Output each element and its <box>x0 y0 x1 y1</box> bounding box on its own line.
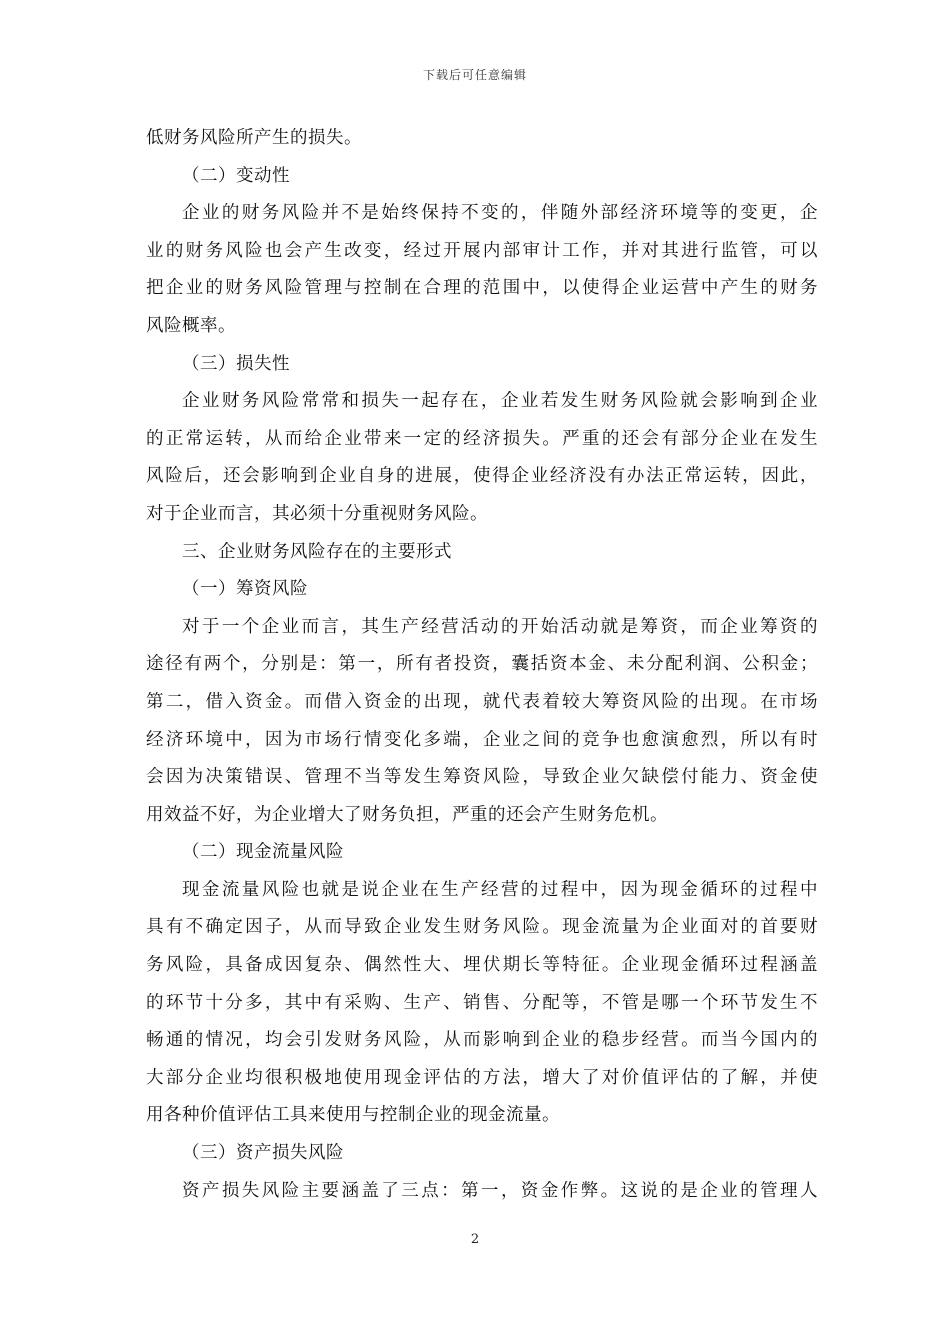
paragraph-line: 经济环境中，因为市场行情变化多端，企业之间的竞争也愈演愈烈，所以有时 <box>146 729 818 750</box>
section-heading: 三、企业财务风险存在的主要形式 <box>182 541 452 562</box>
paragraph-line: 的环节十分多，其中有采购、生产、销售、分配等，不管是哪一个环节发生不 <box>146 992 818 1013</box>
page-header: 下载后可任意编辑 <box>422 68 527 82</box>
paragraph-line: 途径有两个，分别是：第一，所有者投资，囊括资本金、未分配利润、公积金； <box>146 654 818 675</box>
paragraph-line: 风险概率。 <box>146 315 236 336</box>
paragraph-line: 业的财务风险也会产生改变，经过开展内部审计工作，并对其进行监管，可以 <box>146 240 818 261</box>
paragraph-line: 对于企业而言，其必须十分重视财务风险。 <box>146 503 488 524</box>
section-heading: （二）变动性 <box>182 165 290 186</box>
paragraph-line: 现金流量风险也就是说企业在生产经营的过程中，因为现金循环的过程中 <box>182 879 818 900</box>
paragraph-line: 第二，借入资金。而借入资金的出现，就代表着较大筹资风险的出现。在市场 <box>146 691 818 712</box>
paragraph-line: 畅通的情况，均会引发财务风险，从而影响到企业的稳步经营。而当今国内的 <box>146 1030 818 1051</box>
page-number: 2 <box>470 1232 480 1247</box>
paragraph-line: 资产损失风险主要涵盖了三点：第一，资金作弊。这说的是企业的管理人 <box>182 1180 818 1201</box>
paragraph-line: 大部分企业均很积极地使用现金评估的方法，增大了对价值评估的了解，并使 <box>146 1067 818 1088</box>
paragraph-line: 把企业的财务风险管理与控制在合理的范围中，以使得企业运营中产生的财务 <box>146 278 818 299</box>
section-heading: （三）资产损失风险 <box>182 1143 344 1164</box>
paragraph-line: 具有不确定因子，从而导致企业发生财务风险。现金流量为企业面对的首要财 <box>146 917 818 938</box>
document-body <box>146 120 818 1210</box>
paragraph-line: 企业财务风险常常和损失一起存在，企业若发生财务风险就会影响到企业 <box>182 391 818 412</box>
paragraph-line: 会因为决策错误、管理不当等发生筹资风险，导致企业欠缺偿付能力、资金使 <box>146 767 818 788</box>
paragraph-line: 用效益不好，为企业增大了财务负担，严重的还会产生财务危机。 <box>146 804 668 825</box>
paragraph-line: 低财务风险所产生的损失。 <box>146 128 362 148</box>
paragraph-line: 用各种价值评估工具来使用与控制企业的现金流量。 <box>146 1105 560 1126</box>
section-heading: （一）筹资风险 <box>182 579 308 600</box>
section-heading: （三）损失性 <box>182 353 290 374</box>
paragraph-line: 对于一个企业而言，其生产经营活动的开始活动就是筹资，而企业筹资的 <box>182 616 818 637</box>
paragraph-line: 务风险，具备成因复杂、偶然性大、埋伏期长等特征。企业现金循环过程涵盖 <box>146 955 818 976</box>
paragraph-line: 的正常运转，从而给企业带来一定的经济损失。严重的还会有部分企业在发生 <box>146 428 818 449</box>
paragraph-line: 企业的财务风险并不是始终保持不变的，伴随外部经济环境等的变更，企 <box>182 203 818 224</box>
section-heading: （二）现金流量风险 <box>182 842 344 863</box>
paragraph-line: 风险后，还会影响到企业自身的进展，使得企业经济没有办法正常运转，因此， <box>146 466 818 487</box>
